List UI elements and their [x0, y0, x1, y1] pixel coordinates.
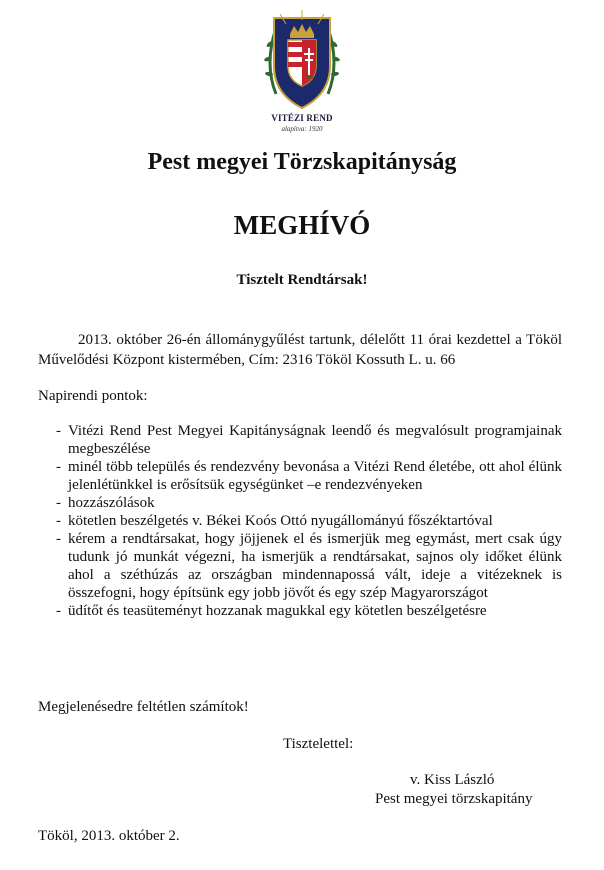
agenda-item-text: üdítőt és teasüteményt hozzanak magukkal egy kötetlen beszélgetésre: [68, 603, 487, 619]
agenda-item-text: Vitézi Rend Pest Megyei Kapitányságnak leendő és megvalósult programjainak megbeszélése: [68, 423, 562, 457]
agenda-item-text: kérem a rendtársakat, hogy jöjjenek el és ismerjük meg egymást, mert csak úgy tudunk jó munkát végezni, ha ismerjük a rendtársakat, sajnos oly időket élünk ahol a széthúzás az országban mindennapossá vált, ideje a vitézeknek is összefogni, hogy építsünk egy jobb jövőt és egy szép Magyarországot: [68, 531, 562, 601]
document-title: MEGHÍVÓ: [233, 210, 371, 240]
bullet-dash: -: [56, 423, 61, 439]
agenda-item-text: minél több település és rendezvény bevonása a Vitézi Rend életébe, ott ahol élünk jelenlétünkkel is erősítsük egységünket –e rendezvényeken: [68, 459, 562, 493]
agenda-heading: Napirendi pontok:: [38, 388, 148, 404]
bullet-dash: -: [56, 495, 61, 511]
list-item: [38, 458, 562, 494]
list-item: [38, 494, 562, 512]
bullet-dash: -: [56, 603, 61, 619]
agenda-list: [38, 422, 562, 620]
list-item: [38, 422, 562, 458]
vitezi-rend-logo: [256, 4, 348, 134]
bullet-dash: -: [56, 459, 61, 475]
signature-title: Pest megyei törzskapitány: [375, 791, 533, 807]
organization-heading: Pest megyei Törzskapitányság: [147, 149, 457, 175]
logo-name: VITÉZI REND: [271, 113, 333, 123]
closing-line: Megjelenésedre feltétlen számítok!: [38, 699, 249, 715]
intro-paragraph: 2013. október 26-én állománygyűlést tartunk, délelőtt 11 órai kezdettel a Tököl Művelődési Központ kistermében, Cím: 2316 Tököl Kossuth L. u. 66: [38, 332, 562, 368]
greeting: Tisztelt Rendtársak!: [236, 272, 368, 288]
bullet-dash: -: [56, 513, 61, 529]
list-item: [38, 530, 562, 602]
agenda-item-text: kötetlen beszélgetés v. Békei Koós Ottó nyugállományú főszéktartóval: [68, 513, 493, 529]
agenda-item-text: hozzászólások: [68, 495, 155, 511]
list-item: [38, 512, 562, 530]
place-date: Tököl, 2013. október 2.: [38, 828, 180, 844]
vitezi-rend-emblem-icon: [256, 4, 348, 112]
bullet-dash: -: [56, 531, 61, 547]
logo-founded: alapítva: 1920: [281, 125, 323, 133]
regards-line: Tisztelettel:: [283, 736, 354, 752]
signature-name: v. Kiss László: [410, 772, 495, 788]
list-item: [38, 602, 562, 620]
